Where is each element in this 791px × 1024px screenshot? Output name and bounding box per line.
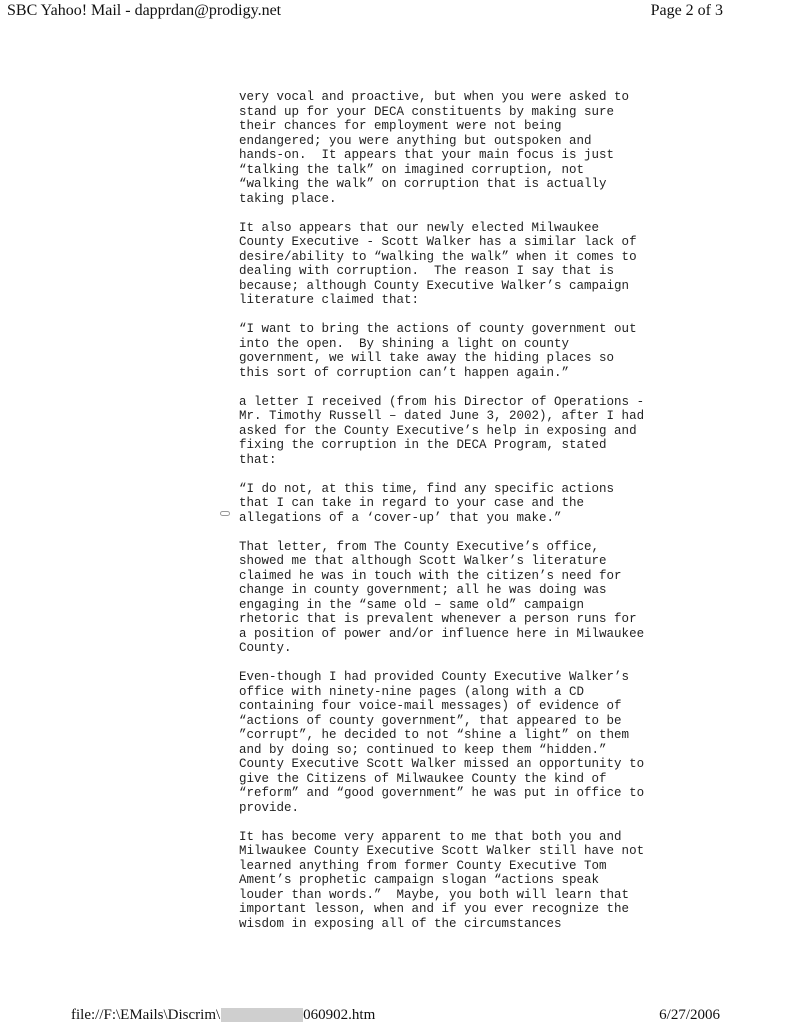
letter-paragraph-4: That letter, from The County Executive’s office, showed me that although Scott Walker’s literature claimed he was in touch with the citizen’s need for change in county government; all he was doing was engaging in the “same old – same old” campaign rhetoric that is prevalent whenever a person runs for a position of power and/or influence here in Milwaukee County. [239,539,645,655]
letter-paragraph-5: Even-though I had provided County Executive Walker’s office with ninety-nine pages (along with a CD containing four voice-mail messages) of evidence of “actions of county government”, that appeared to be ”corrupt”, he decided to not “shine a light” on them and by doing so; continued to keep them “hidden.” County Executive Scott Walker missed an opportunity to give the Citizens of Milwaukee County the kind of “reform” and “good government” he was put in office to provide. [239,670,645,815]
print-header-title: SBC Yahoo! Mail - dapprdan@prodigy.net [7,2,282,19]
letter-paragraph-2: It also appears that our newly elected Milwaukee County Executive - Scott Walker has a similar lack of desire/ability to “walking the walk” when it comes to dealing with corruption. The reason I say that is because; although County Executive Walker’s campaign literature claimed that: [239,220,637,307]
print-footer-file-path [71,1006,375,1024]
print-header-page-number: Page 2 of 3 [650,2,723,19]
margin-mark-icon [220,511,230,516]
letter-quote-1: “I want to bring the actions of county government out into the open. By shining a light on county government, we will take away the hiding places so this sort of corruption can’t happen again.” [239,322,637,380]
letter-paragraph-6: It has become very apparent to me that both you and Milwaukee County Executive Scott Walker still have not learned anything from former County Executive Tom Ament’s prophetic campaign slogan “actions speak louder than words.” Maybe, you both will learn that important lesson, when and if you ever recognize the wisdom in exposing all of the circumstances [239,829,645,931]
file-path-suffix: 060902.htm [303,1007,376,1023]
letter-quote-2: “I do not, at this time, find any specific actions that I can take in regard to your case and the allegations of a ‘cover-up’ that you make.” [239,481,615,525]
letter-body [239,90,659,946]
file-path-prefix: file://F:\EMails\Discrim\ [71,1007,221,1023]
letter-paragraph-1: very vocal and proactive, but when you were asked to stand up for your DECA constituents by making sure their chances for employment were not being endangered; you were anything but outspoken and hands-on. It appears that your main focus is just “talking the talk” on imagined corruption, not “walking the walk” on corruption that is actually taking place. [239,90,630,206]
redaction-block [221,1008,303,1022]
print-footer-date: 6/27/2006 [659,1007,720,1023]
letter-paragraph-3: a letter I received (from his Director of Operations - Mr. Timothy Russell – dated June 3, 2002), after I had asked for the County Executive’s help in exposing and fixing the corruption in the DECA Program, stated that: [239,394,645,467]
